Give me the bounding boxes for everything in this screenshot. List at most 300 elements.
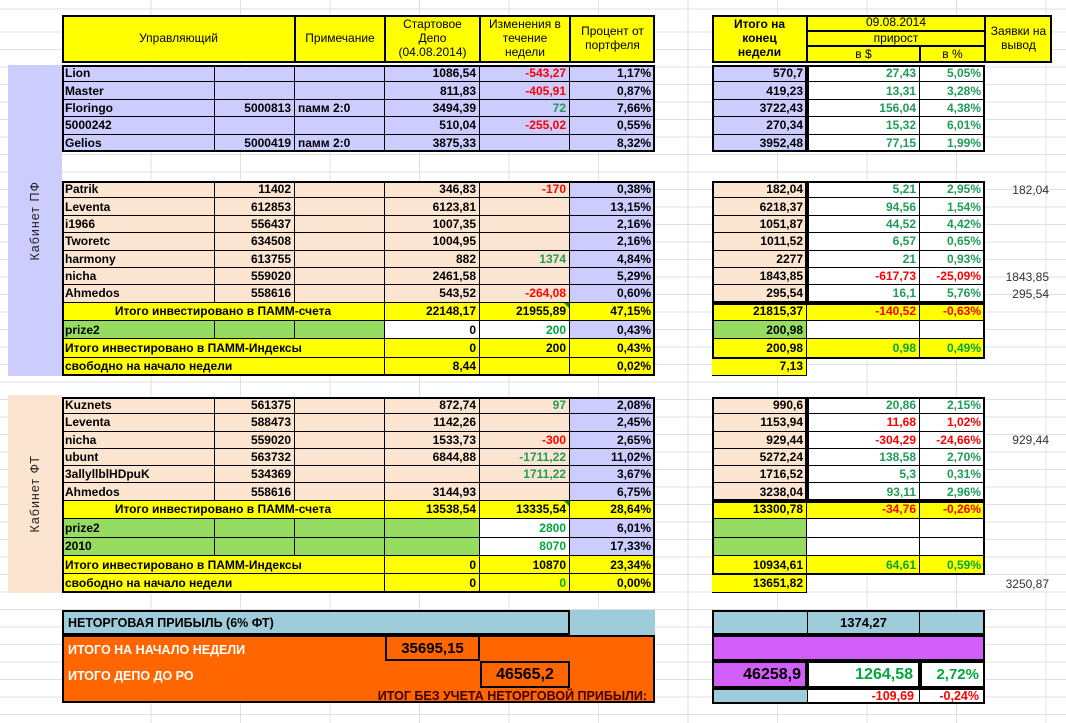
cell-week-change[interactable]: 1711,22 [480,466,570,483]
cell-week-total[interactable]: 295,54 [712,285,807,302]
cell-week-change[interactable]: 97 [480,397,570,414]
cell-week-total[interactable]: 182,04 [712,181,807,198]
cell-note[interactable] [295,198,385,215]
cell-start-depo[interactable]: 1533,73 [385,432,480,449]
spacer-cell [655,251,712,268]
cell-gain-pct[interactable]: 2,95% [920,181,985,198]
cell-gain-usd[interactable]: 138,58 [807,449,920,466]
index-gain-pct-cell[interactable] [920,538,985,556]
cell-withdraw[interactable] [985,198,1052,215]
cell-note[interactable] [295,449,385,466]
cell-gain-pct[interactable]: 2,96% [920,483,985,500]
cell-withdraw[interactable] [985,538,1052,556]
header-start-depo-label: Стартовое Депо (04.08.2014) [398,17,467,59]
summary-start-cell[interactable]: 0 [385,556,480,574]
cell-week-change[interactable] [480,216,570,233]
cell-account[interactable]: 11402 [215,181,295,198]
summary-change-cell[interactable]: 21955,89 [480,303,570,321]
index-empty-cell[interactable] [295,538,385,556]
footer-net-label[interactable]: ИТОГ БЕЗ УЧЕТА НЕТОРГОВОЙ ПРИБЫЛИ: [377,688,647,703]
index-gain-usd-cell[interactable] [807,519,920,537]
header-cell-portfolio-pct[interactable] [570,15,655,63]
cell-name[interactable]: Master [62,82,215,99]
index-name-cell[interactable]: prize2 [62,519,215,537]
cell-week-total[interactable]: 3722,43 [712,100,807,117]
cell-name[interactable]: Ahmedos [62,483,215,500]
cell-account[interactable]: 534369 [215,466,295,483]
header-cell-growth[interactable]: прирост [807,31,985,46]
cell-gain-usd[interactable]: 93,11 [807,483,920,500]
cell-portfolio-pct[interactable]: 6,75% [570,483,655,500]
cell-portfolio-pct[interactable]: 13,15% [570,198,655,215]
summary-total-cell[interactable]: 13300,78 [712,501,807,519]
footer-depo-gain-pct-cell[interactable]: 2,72% [920,661,985,688]
index-gain-usd-cell[interactable] [807,538,920,556]
summary-pct-cell[interactable]: 0,43% [570,339,655,357]
cell-start-depo[interactable]: 346,83 [385,181,480,198]
cell-account[interactable] [215,117,295,134]
header-cell-date[interactable]: 09.08.2014 [807,15,985,31]
free-start-cell[interactable]: 8,44 [385,358,480,376]
cell-note[interactable] [295,432,385,449]
summary-pct-cell[interactable]: 28,64% [570,501,655,519]
cell-portfolio-pct[interactable]: 0,60% [570,285,655,302]
footer-net-pct-cell[interactable]: -0,24% [919,690,983,702]
cell-withdraw[interactable]: 929,44 [1012,433,1049,448]
cell-name[interactable]: harmony [62,251,215,268]
cell-portfolio-pct[interactable]: 2,65% [570,432,655,449]
cell-withdraw[interactable] [985,135,1052,152]
cell-start-depo[interactable]: 3144,93 [385,483,480,500]
spacer-cell [655,432,712,449]
cell-gain-pct[interactable]: 1,02% [920,414,985,431]
cell-withdraw[interactable] [985,233,1052,250]
summary-start-cell[interactable]: 13538,54 [385,501,480,519]
cell-gain-pct[interactable]: 1,54% [920,198,985,215]
cell-week-change[interactable] [480,233,570,250]
index-empty-cell[interactable] [295,519,385,537]
cell-note[interactable] [295,251,385,268]
cell-name[interactable]: Ahmedos [62,285,215,302]
cell-portfolio-pct[interactable]: 3,67% [570,466,655,483]
footer-start-value-cell[interactable]: 35695,15 [385,635,480,661]
index-start-cell[interactable] [385,538,480,556]
index-pct-cell[interactable]: 17,33% [570,538,655,556]
footer-depo-gain-usd-cell[interactable]: 1264,58 [807,661,920,688]
index-empty-cell[interactable] [215,519,295,537]
cell-start-depo[interactable]: 2461,58 [385,268,480,285]
free-change-cell[interactable]: 0 [480,574,570,592]
cell-name[interactable]: Leventa [62,414,215,431]
cell-gain-usd[interactable]: 44,52 [807,216,920,233]
cell-gain-pct[interactable]: 4,42% [920,216,985,233]
cell-note[interactable] [295,233,385,250]
cell-name[interactable]: ubunt [62,449,215,466]
cell-note[interactable] [295,268,385,285]
cell-gain-pct[interactable]: 4,38% [920,100,985,117]
index-pct-cell[interactable]: 0,43% [570,321,655,339]
cell-note[interactable] [295,483,385,500]
summary-change-cell[interactable]: 13335,54 [480,501,570,519]
cell-gain-pct[interactable]: 2,15% [920,397,985,414]
cell-account[interactable] [215,82,295,99]
cell-gain-pct[interactable]: -25,09% [920,268,985,285]
cell-start-depo[interactable]: 882 [385,251,480,268]
cell-week-total[interactable]: 6218,37 [712,198,807,215]
cell-note[interactable] [295,397,385,414]
cell-gain-pct[interactable]: 0,65% [920,233,985,250]
cell-gain-usd[interactable]: 5,21 [807,181,920,198]
cell-week-total[interactable]: 570,7 [712,65,807,82]
cell-withdraw[interactable]: 182,04 [1012,182,1049,197]
cell-gain-usd[interactable]: 77,15 [807,135,920,152]
summary-gain-usd-cell[interactable]: 64,61 [807,556,920,574]
cell-note[interactable] [295,65,385,82]
cell-account[interactable]: 5000419 [215,135,295,152]
footer-nontrade-cell-1[interactable] [714,612,807,633]
cell-withdraw[interactable] [985,82,1052,99]
cell-name[interactable]: Floringo [62,100,215,117]
cell-gain-pct[interactable]: 2,70% [920,449,985,466]
cell-withdraw[interactable] [985,321,1052,339]
cell-account[interactable]: 613755 [215,251,295,268]
cell-name[interactable]: 3allyllblHDpuK [62,466,215,483]
cell-week-change[interactable] [480,198,570,215]
summary-total-cell[interactable]: 10934,61 [712,556,807,574]
cell-withdraw[interactable] [985,358,1052,376]
cell-withdraw[interactable] [985,100,1052,117]
index-total-cell[interactable] [712,519,807,537]
cell-portfolio-pct[interactable]: 0,55% [570,117,655,134]
cell-week-change[interactable]: 1374 [480,251,570,268]
footer-depo-label[interactable]: ИТОГО ДЕПО ДО РО [68,669,194,683]
index-start-cell[interactable] [385,519,480,537]
cell-name[interactable]: Patrik [62,181,215,198]
cell-start-depo[interactable]: 1007,35 [385,216,480,233]
summary-gain-pct-cell[interactable]: 0,59% [920,556,985,574]
cell-gain-usd[interactable]: 21 [807,251,920,268]
cell-week-total[interactable]: 1716,52 [712,466,807,483]
cell-portfolio-pct[interactable]: 11,02% [570,449,655,466]
cell-note[interactable] [295,82,385,99]
cell-start-depo[interactable]: 543,52 [385,285,480,302]
cell-week-total[interactable]: 270,34 [712,117,807,134]
spacer-cell [655,82,712,99]
cell-withdraw[interactable] [985,466,1052,483]
cell-start-depo[interactable]: 510,04 [385,117,480,134]
free-label-cell[interactable]: свободно на начало недели [62,574,385,592]
cell-withdraw[interactable] [985,65,1052,82]
cell-withdraw[interactable]: 1843,85 [1005,269,1049,284]
cell-name[interactable]: Tworetc [62,233,215,250]
summary-start-cell[interactable]: 22148,17 [385,303,480,321]
cell-gain-pct[interactable]: 5,76% [920,285,985,302]
summary-gain-pct-cell[interactable]: 0,49% [920,339,985,357]
cell-account[interactable]: 612853 [215,198,295,215]
cell-week-total[interactable]: 3952,48 [712,135,807,152]
cell-portfolio-pct[interactable]: 2,08% [570,397,655,414]
cell-gain-usd[interactable]: 15,32 [807,117,920,134]
summary-gain-usd-cell[interactable]: 0,98 [807,339,920,357]
cell-gain-usd[interactable]: 16,1 [807,285,920,302]
cell-withdraw[interactable] [985,449,1052,466]
spacer-cell [920,358,985,376]
cell-start-depo[interactable]: 1004,95 [385,233,480,250]
header-cell-week-changes[interactable] [480,15,570,63]
index-pct-cell[interactable]: 6,01% [570,519,655,537]
header-cell-note[interactable]: Примечание [295,15,385,63]
cell-name[interactable]: 5000242 [62,117,215,134]
footer-nontrade-value-cell[interactable]: 1374,27 [807,612,919,633]
cell-withdraw[interactable] [985,339,1052,357]
cell-portfolio-pct[interactable]: 2,16% [570,233,655,250]
cell-account[interactable] [215,65,295,82]
cell-week-change[interactable] [480,135,570,152]
footer-nontrade-extension-cell[interactable] [570,610,655,635]
cell-withdraw[interactable] [985,519,1052,537]
free-total-cell[interactable]: 13651,82 [712,574,807,592]
cell-withdraw[interactable] [985,117,1052,134]
cell-week-total[interactable]: 3238,04 [712,483,807,500]
cell-account[interactable]: 558616 [215,285,295,302]
index-gain-pct-cell[interactable] [920,519,985,537]
cell-account[interactable]: 588473 [215,414,295,431]
cell-portfolio-pct[interactable]: 0,87% [570,82,655,99]
cell-start-depo[interactable]: 1142,26 [385,414,480,431]
cell-week-change[interactable] [480,414,570,431]
footer-start-label[interactable]: ИТОГО НА НАЧАЛО НЕДЕЛИ [68,643,246,657]
footer-nontrade-cell-3[interactable] [919,612,983,633]
cell-account[interactable]: 558616 [215,483,295,500]
cell-gain-usd[interactable]: 5,3 [807,466,920,483]
footer-magenta-band[interactable] [712,635,985,661]
header-cell-in-usd[interactable]: в $ [807,46,920,63]
section-label-ft[interactable] [8,395,62,593]
cell-week-total[interactable]: 2277 [712,251,807,268]
cell-withdraw[interactable] [985,397,1052,414]
cell-week-change[interactable]: -255,02 [480,117,570,134]
cell-note[interactable] [295,285,385,302]
free-start-cell[interactable]: 0 [385,574,480,592]
cell-name[interactable]: nicha [62,432,215,449]
cell-week-change[interactable]: 72 [480,100,570,117]
cell-gain-usd[interactable]: 27,43 [807,65,920,82]
cell-withdraw[interactable] [985,414,1052,431]
header-cell-withdraw[interactable] [985,15,1052,63]
cell-account[interactable]: 559020 [215,432,295,449]
cell-week-change[interactable] [480,268,570,285]
cell-gain-pct[interactable]: 0,93% [920,251,985,268]
index-gain-pct-cell[interactable] [920,321,985,339]
cell-week-total[interactable]: 990,6 [712,397,807,414]
summary-label-cell[interactable]: Итого инвестировано в ПАММ-счета [62,303,385,321]
cell-note[interactable]: памм 2:0 [295,135,385,152]
cell-week-total[interactable]: 1153,94 [712,414,807,431]
index-change-cell[interactable]: 8070 [480,538,570,556]
summary-gain-pct-cell[interactable]: -0,63% [920,303,985,321]
index-gain-usd-cell[interactable] [807,321,920,339]
cell-week-change[interactable]: -405,91 [480,82,570,99]
cell-account[interactable]: 556437 [215,216,295,233]
spacer-cell [655,574,712,592]
cell-week-change[interactable]: -1711,22 [480,449,570,466]
cell-note[interactable]: памм 2:0 [295,100,385,117]
cell-gain-pct[interactable]: 6,01% [920,117,985,134]
cell-gain-usd[interactable]: 156,04 [807,100,920,117]
footer-nontrade-label-cell[interactable]: НЕТОРГОВАЯ ПРИБЫЛЬ (6% ФТ) [62,610,570,635]
cell-account[interactable]: 563732 [215,449,295,466]
cell-account[interactable]: 634508 [215,233,295,250]
cell-name[interactable]: nicha [62,268,215,285]
cell-week-change[interactable]: -543,27 [480,65,570,82]
cell-gain-pct[interactable]: 1,99% [920,135,985,152]
spacer-cell [655,449,712,466]
footer-net-cyan-cell[interactable] [714,690,807,702]
cell-week-total[interactable]: 1843,85 [712,268,807,285]
cell-withdraw[interactable] [985,501,1052,519]
index-empty-cell[interactable] [295,321,385,339]
summary-label-cell[interactable]: Итого инвестировано в ПАММ-Индексы [62,339,385,357]
cell-week-total[interactable]: 419,23 [712,82,807,99]
cell-portfolio-pct[interactable]: 2,45% [570,414,655,431]
header-week-changes-label: Изменения в течение недели [489,17,561,59]
spacer-cell [655,233,712,250]
cell-week-change[interactable]: -300 [480,432,570,449]
summary-total-cell[interactable]: 21815,37 [712,303,807,321]
index-empty-cell[interactable] [215,538,295,556]
cell-gain-usd[interactable]: 94,56 [807,198,920,215]
cell-week-change[interactable]: -170 [480,181,570,198]
cell-week-total[interactable]: 5272,24 [712,449,807,466]
index-total-cell[interactable]: 200,98 [712,321,807,339]
cell-account[interactable]: 561375 [215,397,295,414]
cell-gain-usd[interactable]: -617,73 [807,268,920,285]
cell-start-depo[interactable] [385,466,480,483]
cell-portfolio-pct[interactable]: 1,17% [570,65,655,82]
summary-pct-cell[interactable]: 47,15% [570,303,655,321]
index-name-cell[interactable]: 2010 [62,538,215,556]
cell-withdraw[interactable] [985,216,1052,233]
cell-account[interactable]: 5000813 [215,100,295,117]
free-label-cell[interactable]: свободно на начало недели [62,358,385,376]
cell-gain-pct[interactable]: 0,31% [920,466,985,483]
summary-total-cell[interactable]: 200,98 [712,339,807,357]
cell-portfolio-pct[interactable]: 5,29% [570,268,655,285]
cell-start-depo[interactable]: 6844,88 [385,449,480,466]
cell-withdraw[interactable]: 295,54 [1012,286,1049,301]
header-cell-manager[interactable]: Управляющий [62,15,295,63]
cell-name[interactable]: Gelios [62,135,215,152]
cell-gain-usd[interactable]: 20,86 [807,397,920,414]
cell-withdraw[interactable] [985,556,1052,574]
cell-note[interactable] [295,117,385,134]
index-total-cell[interactable] [712,538,807,556]
cell-week-change[interactable]: -264,08 [480,285,570,302]
cell-withdraw[interactable] [985,303,1052,321]
spacer-cell [655,483,712,500]
cell-note[interactable] [295,466,385,483]
cell-gain-usd[interactable]: 6,57 [807,233,920,250]
free-pct-cell[interactable]: 0,00% [570,574,655,592]
section-table-ft [62,397,1052,593]
spacer-cell [655,321,712,339]
header-cell-start-depo[interactable] [385,15,480,63]
footer-net-usd-cell[interactable]: -109,69 [807,690,919,702]
index-name-cell[interactable]: prize2 [62,321,215,339]
cell-name[interactable]: Kuznets [62,397,215,414]
cell-note[interactable] [295,181,385,198]
summary-label-cell[interactable]: Итого инвестировано в ПАММ-Индексы [62,556,385,574]
cell-name[interactable]: Leventa [62,198,215,215]
cell-withdraw[interactable] [985,251,1052,268]
cell-portfolio-pct[interactable]: 4,84% [570,251,655,268]
spacer-cell [655,216,712,233]
summary-change-cell[interactable]: 10870 [480,556,570,574]
index-change-cell[interactable]: 200 [480,321,570,339]
cell-start-depo[interactable]: 811,83 [385,82,480,99]
spacer-cell [655,397,712,414]
cell-start-depo[interactable]: 872,74 [385,397,480,414]
summary-start-cell[interactable]: 0 [385,339,480,357]
header-cell-week-total[interactable] [712,15,807,63]
cell-week-total[interactable]: 929,44 [712,432,807,449]
cell-week-total[interactable]: 1051,87 [712,216,807,233]
summary-gain-usd-cell[interactable]: -140,52 [807,303,920,321]
cell-gain-pct[interactable]: -24,66% [920,432,985,449]
cell-portfolio-pct[interactable]: 0,38% [570,181,655,198]
footer-net-row-group [712,688,985,704]
cell-week-change[interactable] [480,483,570,500]
cell-start-depo[interactable]: 6123,81 [385,198,480,215]
cell-start-depo[interactable]: 1086,54 [385,65,480,82]
gap-row [62,152,1052,181]
cell-portfolio-pct[interactable]: 7,66% [570,100,655,117]
free-change-cell[interactable] [480,358,570,376]
index-start-cell[interactable]: 0 [385,321,480,339]
summary-gain-pct-cell[interactable]: -0,26% [920,501,985,519]
cell-gain-usd[interactable]: 13,31 [807,82,920,99]
index-change-cell[interactable]: 2800 [480,519,570,537]
cell-note[interactable] [295,414,385,431]
index-empty-cell[interactable] [215,321,295,339]
cell-portfolio-pct[interactable]: 2,16% [570,216,655,233]
section-label-pf[interactable] [8,65,62,376]
cell-withdraw[interactable] [985,483,1052,500]
footer-depo-total-cell[interactable]: 46258,9 [712,661,807,688]
cell-start-depo[interactable]: 3494,39 [385,100,480,117]
free-total-cell[interactable]: 7,13 [712,358,807,376]
cell-gain-usd[interactable]: -304,29 [807,432,920,449]
cell-week-total[interactable]: 1011,52 [712,233,807,250]
cell-gain-usd[interactable]: 11,68 [807,414,920,431]
summary-pct-cell[interactable]: 23,34% [570,556,655,574]
cell-portfolio-pct[interactable]: 8,32% [570,135,655,152]
summary-change-cell[interactable]: 200 [480,339,570,357]
cell-start-depo[interactable]: 3875,33 [385,135,480,152]
cell-account[interactable]: 559020 [215,268,295,285]
summary-label-cell[interactable]: Итого инвестировано в ПАММ-счета [62,501,385,519]
cell-name[interactable]: i1966 [62,216,215,233]
free-pct-cell[interactable]: 0,02% [570,358,655,376]
footer-depo-value-cell[interactable]: 46565,2 [480,661,570,688]
header-cell-in-pct[interactable]: в % [920,46,985,63]
cell-note[interactable] [295,216,385,233]
summary-gain-usd-cell[interactable]: -34,76 [807,501,920,519]
cell-gain-pct[interactable]: 5,05% [920,65,985,82]
cell-gain-pct[interactable]: 3,28% [920,82,985,99]
cell-name[interactable]: Lion [62,65,215,82]
cell-withdraw[interactable]: 3250,87 [1005,576,1049,591]
